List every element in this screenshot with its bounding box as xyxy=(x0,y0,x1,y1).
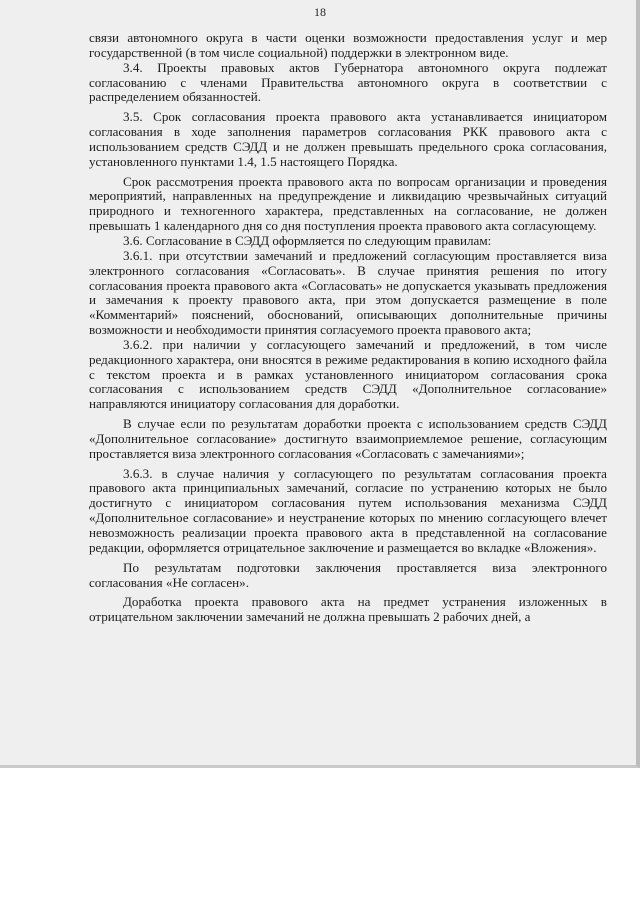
paragraph-3-6-3: 3.6.3. в случае наличия у согласующего по результатам согласования проекта правового акта принципиальных замечаний, согласие по устранению которых не было достигнуто с инициатором согласования путем использования механизма СЭДД «Дополнительное согласование» и неустранение которых по мнению согласующего влечет невозможность реализации проекта правового акта в представленной на согласование редакции, оформляется отрицательное заключение и размещается во вкладке «Вложения». xyxy=(89,465,607,555)
page-number: 18 xyxy=(314,5,326,19)
paragraph-3-4: 3.4. Проекты правовых актов Губернатора автономного округа подлежат согласованию с членами Правительства автономного округа в соответствии с распределением обязанностей. xyxy=(89,59,607,105)
paragraph-3-6-2: 3.6.2. при наличии у согласующего замечаний и предложений, в том числе редакционного характера, они вносятся в режиме редактирования в копию исходного файла с текстом проекта и в рамках установленного инициатором согласования срока согласования с использованием средств СЭДД «Дополнительное согласование» направляются инициатору согласования для доработки. xyxy=(89,336,607,412)
paragraph-3-6: 3.6. Согласование в СЭДД оформляется по следующим правилам: xyxy=(123,232,492,248)
paragraph-not-agreed: По результатам подготовки заключения проставляется виза электронного согласования «Не согласен». xyxy=(89,559,607,590)
document-body xyxy=(89,31,607,625)
paragraph-3-6-1: 3.6.1. при отсутствии замечаний и предложений согласующим проставляется виза электронного согласования «Согласовать». В случае принятия решения по итогу согласования проекта правового акта «Согласовать» не допускается указывать предложения и замечания к проекту правового акта, при этом допускается размещение в поле «Комментарий» пояснений, обоснований, описывающих дополнительные причины возможности и необходимости принятия согласуемого проекта правового акта; xyxy=(89,247,607,338)
paragraph-revision-term: Доработка проекта правового акта на предмет устранения изложенных в отрицательном заключении замечаний не должна превышать 2 рабочих дней, а xyxy=(89,594,607,625)
paragraph-mutual-decision: В случае если по результатам доработки проекта с использованием средств СЭДД «Дополнительное согласование» достигнуто взаимоприемлемое решение, согласующим проставляется виза электронного согласования «Согласовать с замечаниями»; xyxy=(89,416,607,461)
paragraph-continuation: связи автономного округа в части оценки возможности предоставления услуг и мер государственной (в том числе социальной) поддержки в электронном виде. xyxy=(89,30,607,60)
paragraph-3-5: 3.5. Срок согласования проекта правового акта устанавливается инициатором согласования в ходе заполнения параметров согласования РКК правового акта с использованием средств СЭДД и не должен превышать предельного срока согласования, установленного пунктами 1.4, 1.5 настоящего Порядка. xyxy=(89,109,607,169)
paragraph-emergency-term: Срок рассмотрения проекта правового акта по вопросам организации и проведения мероприятий, направленных на предупреждение и ликвидацию чрезвычайных ситуаций природного и техногенного характера, представленных на согласование, не должен превышать 1 календарного дня со дня поступления проекта правового акта согласующему. xyxy=(89,173,607,234)
